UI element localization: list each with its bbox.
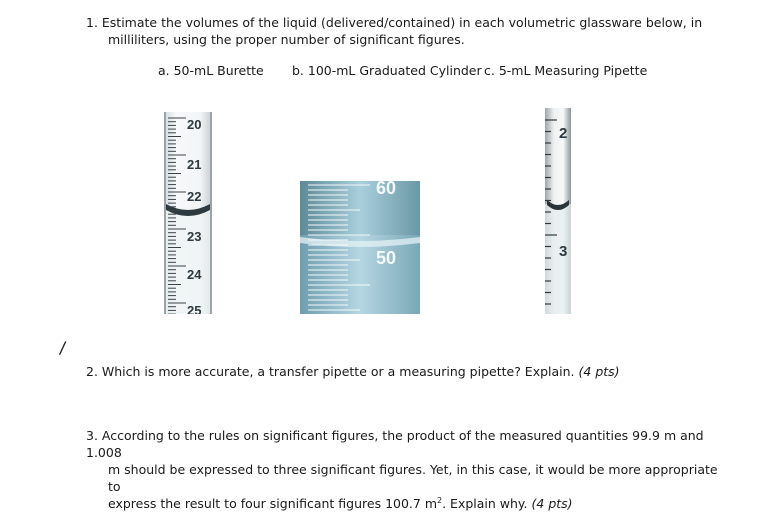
question-3 bbox=[86, 427, 726, 512]
question-3-line-2: m should be expressed to three significant figures. Yet, in this case, it would be more appropriate to bbox=[108, 462, 718, 494]
burette-mark-20: 20 bbox=[187, 117, 202, 132]
question-3-line-3-end: . Explain why. bbox=[442, 496, 528, 511]
measuring-pipette-image bbox=[543, 108, 573, 314]
cylinder-mark-50: 50 bbox=[376, 248, 397, 268]
graduated-cylinder-image bbox=[300, 181, 420, 314]
question-1 bbox=[86, 14, 726, 48]
question-3-points: (4 pts) bbox=[531, 496, 573, 511]
burette-mark-22: 22 bbox=[187, 189, 202, 204]
burette-image bbox=[160, 112, 216, 314]
question-3-superscript: 2 bbox=[437, 495, 443, 505]
pipette-mark-2: 2 bbox=[559, 125, 568, 142]
question-3-line-3 bbox=[86, 495, 726, 512]
label-graduated-cylinder: b. 100-mL Graduated Cylinder bbox=[292, 63, 482, 78]
text-cursor: / bbox=[58, 338, 68, 357]
question-3-line-1: 3. According to the rules on significant figures, the product of the measured quantities 99.9 m and 1.008 bbox=[86, 428, 704, 460]
label-burette: a. 50-mL Burette bbox=[158, 63, 264, 78]
glassware-labels bbox=[0, 63, 777, 81]
question-2-points: (4 pts) bbox=[578, 364, 620, 379]
pipette-mark-3: 3 bbox=[559, 243, 568, 260]
question-1-line-2: milliliters, using the proper number of significant figures. bbox=[108, 32, 465, 47]
burette-mark-24: 24 bbox=[187, 267, 202, 282]
question-1-line-1: 1. Estimate the volumes of the liquid (delivered/contained) in each volumetric glassware below, in bbox=[86, 15, 703, 30]
cylinder-mark-60: 60 bbox=[376, 181, 397, 198]
burette-mark-23: 23 bbox=[187, 229, 202, 244]
burette-mark-21: 21 bbox=[187, 157, 202, 172]
label-measuring-pipette: c. 5-mL Measuring Pipette bbox=[484, 63, 648, 78]
question-3-line-3-text: express the result to four significant figures 100.7 m bbox=[108, 496, 438, 511]
question-2 bbox=[86, 363, 726, 380]
question-2-text: 2. Which is more accurate, a transfer pipette or a measuring pipette? Explain. bbox=[86, 364, 575, 379]
burette-mark-25: 25 bbox=[187, 303, 202, 314]
